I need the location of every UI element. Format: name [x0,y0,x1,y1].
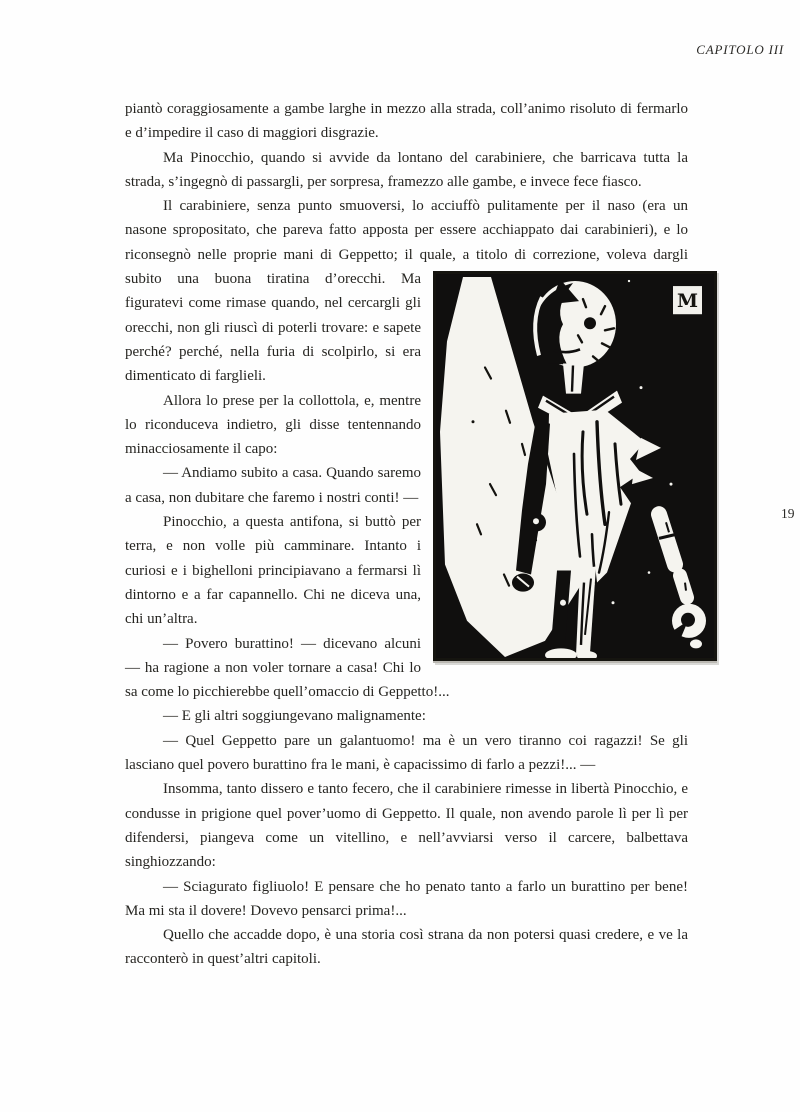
artist-monogram-letter: M [676,290,699,313]
chapter-running-header: CAPITOLO III [696,42,784,57]
paragraph: Insomma, tanto dissero e tanto fecero, che il carabiniere rimesse in libertà Pinocchio, e condusse in prigione quel pover’uomo di Geppetto. Il quale, non avendo parole lì per lì per difendersi, piangeva come un vitellino, e nell’avviarsi verso il carcere, balbettava singhiozzando: [125,781,688,871]
paragraph: — E gli altri soggiungevano malignamente: [163,708,426,725]
text-column [125,97,699,972]
paragraph: — Quel Geppetto pare un galantuomo! ma è un vero tiranno coi ragazzi! Se gli lasciano quel povero burattino fra le mani, è capacissimo di farlo a pezzi!... — [125,732,688,774]
page-number: 19 [781,506,795,521]
pinocchio-woodcut-svg [433,271,717,661]
paragraph: Allora lo prese per la collottola, e, mentre lo riconduceva indietro, gli disse tentennando minacciosamente il capo: [125,392,421,458]
paragraph: Quello che accadde dopo, è una storia così strana da non potersi quasi credere, e ve la racconterò in quest’altri capitoli. [125,927,688,968]
paragraph-text: Ma figuratevi come rimase quando, nel cercargli gli orecchi, non gli riuscì di poterli trovare: e sapete perché? perché, nella furia di scolpirlo, si era dimenticato di farglieli. [125,271,422,385]
paragraph: — Povero burattino! — dicevano alcuni — ha ragione a non voler tornare a casa! Chi lo sa come lo picchierebbe quell’omaccio di Geppetto!... [125,635,450,701]
paragraph: Pinocchio, a questa antifona, si buttò per terra, e non volle più camminare. Intanto i curiosi e i bighelloni principiavano a fermarsi lì dintorno e a far capannello. Chi ne diceva una, chi un’altra. [125,514,421,628]
paragraph: — Sciagurato figliuolo! E pensare che ho penato tanto a farlo un burattino per bene! Ma mi sta il dovere! Dovevo pensarci prima!... [125,878,688,919]
pinocchio-woodcut-illustration [433,271,717,663]
artist-monogram [673,286,702,314]
paragraph-text: Il carabiniere, senza punto smuoversi, lo acciuffò pulitamente per il naso (era un nasone spropositato, che pareva fatto apposta per essere acchiappato dai carabinieri), e lo riconsegnò nelle proprie mani di Geppetto; il quale, a titolo di correzione, voleva dargli subito una buona tiratina d’orecchi. [125,198,688,288]
paragraph: — Andiamo subito a casa. Quando saremo a casa, non dubitare che faremo i nostri conti! — [125,465,421,506]
paragraph: Ma Pinocchio, quando si avvide da lontano del carabiniere, che barricava tutta la strada, s’ingegnò di passargli, per sorpresa, framezzo alle gambe, e invece fece fiasco. [125,149,688,190]
paragraph-with-illustration [125,194,699,388]
paragraph: piantò coraggiosamente a gambe larghe in mezzo alla strada, coll’animo risoluto di fermarlo e d’impedire il caso di maggiori disgrazie. [125,101,688,142]
